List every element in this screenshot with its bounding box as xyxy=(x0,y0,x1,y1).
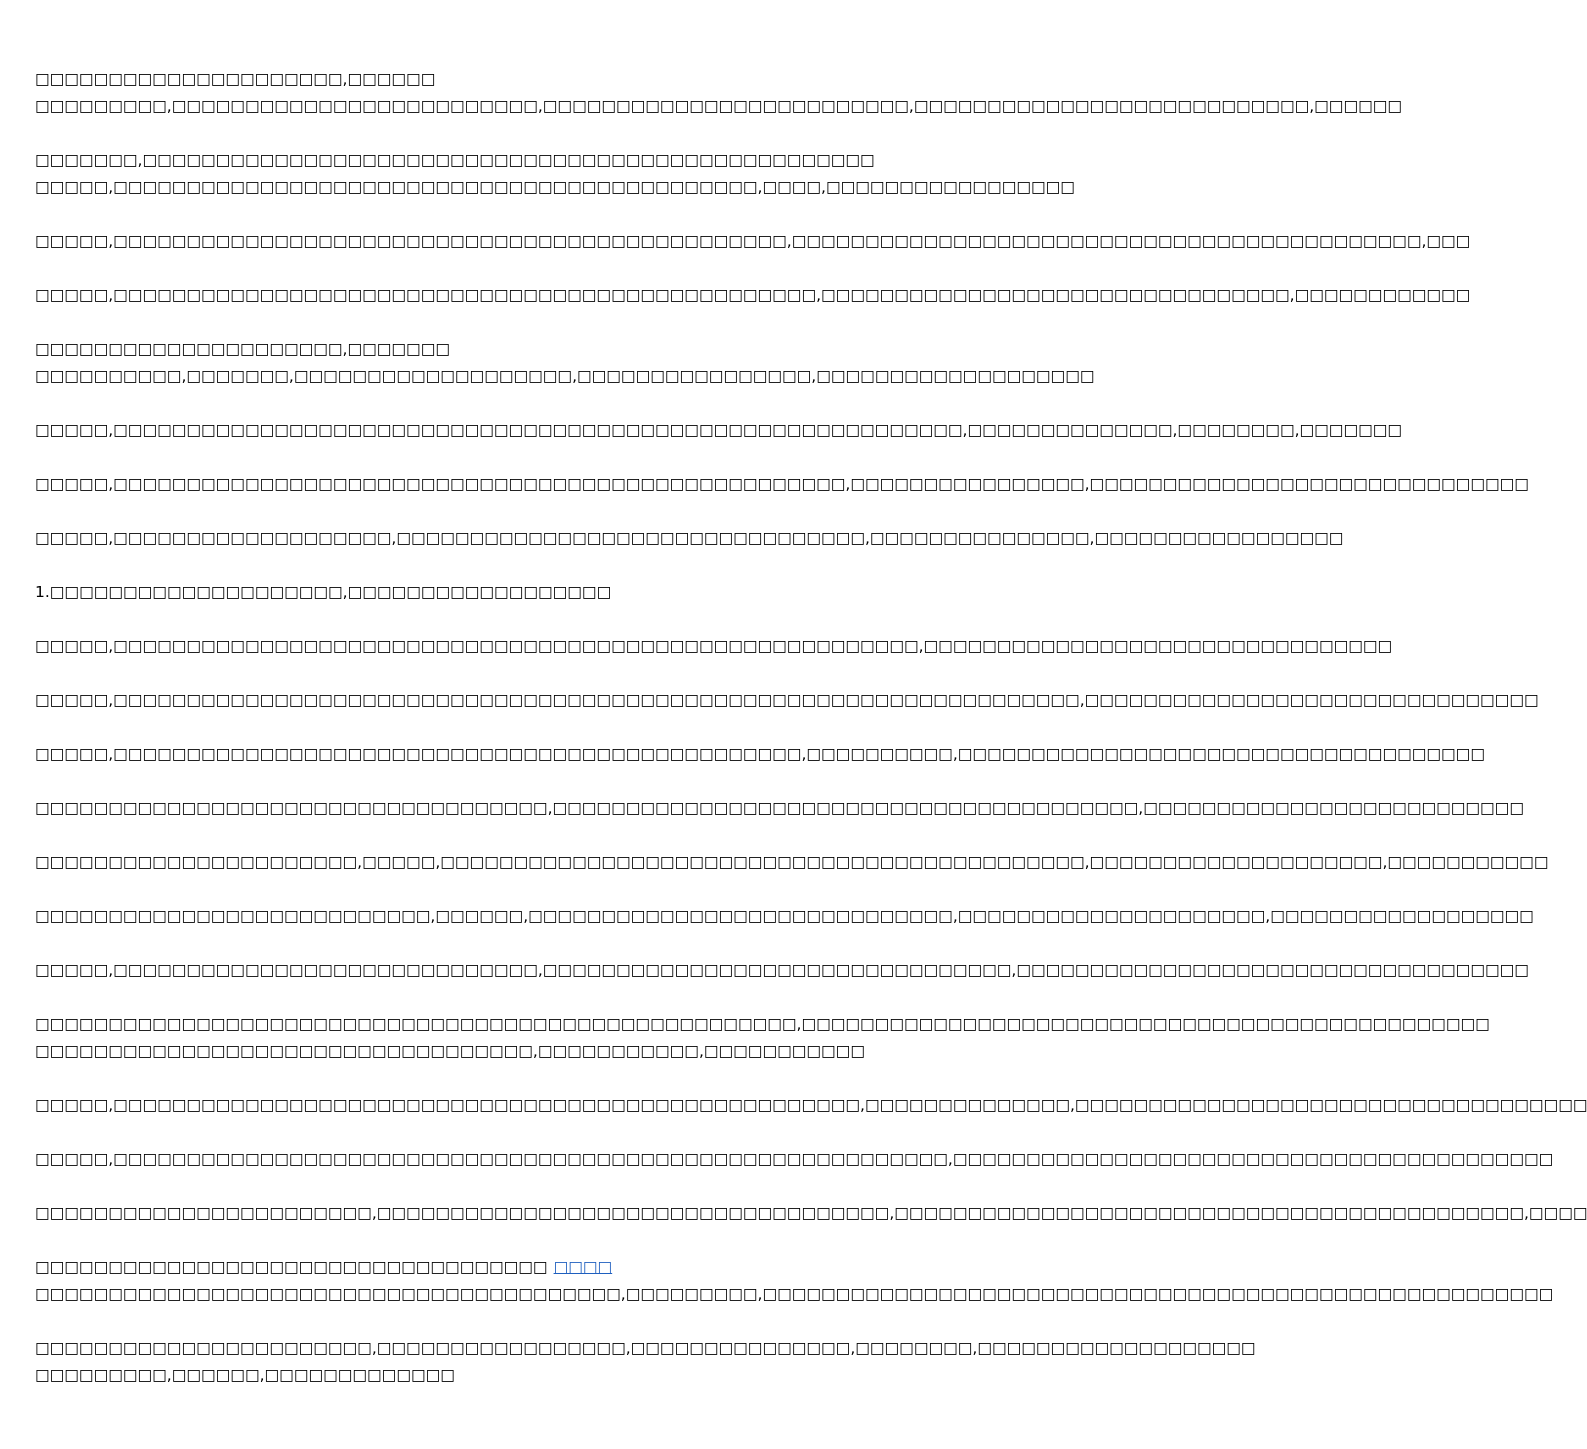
paragraph-text: □□□□□□□□□□□□□□□□□□□□□□□□□□□□□□□□□□□□□□□□□□□□□□□□□□□□,□□□□□□□□□□□□□□□□□□□□□□□□□□□□□□□□□□□□□□□□□□□□□□□ xyxy=(35,1015,1490,1033)
document-body xyxy=(35,66,1587,1389)
paragraph-18 xyxy=(35,1092,1587,1119)
paragraph-21 xyxy=(35,1254,1554,1308)
paragraph-11 xyxy=(35,687,1539,714)
paragraph-1 xyxy=(35,66,1403,120)
paragraph-text: □□□□□□□□□□□□□□□□□□□□□□□□□□□□□□□□□□,□□□□□□□□□□□,□□□□□□□□□□□ xyxy=(35,1042,865,1060)
paragraph-text: □□□□□,□□□□□□□□□□□□□□□□□□□□□□□□□□□□□□□□□□□□□□□□□□□□□□□□□□□□□□□□□,□□□□□□□□□□□□□□□□□□□□□□□□□□□□□□□□□□□□□□□□□ xyxy=(35,1150,1554,1168)
paragraph-text: □□□□□,□□□□□□□□□□□□□□□□□□□□□□□□□□□□□□□□□□□□□□□□□□□□□□□□□□,□□□□□□□□□□□□□□□□,□□□□□□□□□□□□□□□□□□□□□□□□□□□□□□ xyxy=(35,475,1529,493)
numbered-item: 1.□□□□□□□□□□□□□□□□□□□□,□□□□□□□□□□□□□□□□□□ xyxy=(35,583,612,601)
paragraph-text: □□□□□,□□□□□□□□□□□□□□□□□□□□□□□□□□□□□□□□□□□□□□□□□□□□□□□□□□□□□□□□□□□□□□□□□□,□□□□□□□□□□□□□□□□□□□□□□□□□□□□□□□ xyxy=(35,691,1539,709)
paragraph-heading: □□□□□□□□□□□□□□□□□□□□□,□□□□□□□ xyxy=(35,340,450,358)
paragraph-7 xyxy=(35,471,1529,498)
paragraph-3 xyxy=(35,228,1471,255)
paragraph-6 xyxy=(35,417,1403,444)
paragraph-16 xyxy=(35,957,1529,984)
paragraph-text: □□□□□,□□□□□□□□□□□□□□□□□□□□□□□□□□□□□□□□□□□□□□□□□□□□□□□□□□□□□□□,□□□□□□□□□□□□□□□□□□□□□□□□□□□□□□□□ xyxy=(35,637,1393,655)
paragraph-text: □□□□□□□□□□□□□□□□□□□□□□□□□□□□□□□□□□□□□□□□,□□□□□□□□□,□□□□□□□□□□□□□□□□□□□□□□□□□□□□□□□□□□□□□□□□□□□□□□□□□□□□□□ xyxy=(35,1285,1554,1303)
paragraph-heading: □□□□□□□,□□□□□□□□□□□□□□□□□□□□□□□□□□□□□□□□□□□□□□□□□□□□□□□□□□ xyxy=(35,151,875,169)
paragraph-text: □□□□□,□□□□□□□□□□□□□□□□□□□,□□□□□□□□□□□□□□□□□□□□□□□□□□□□□□□□,□□□□□□□□□□□□□□□,□□□□□□□□□□□□□□□□□ xyxy=(35,529,1344,547)
paragraph-text: □□□□□□□□□□□□□□□□□□□□□□□□□□□□□□□□□□□,□□□□□□□□□□□□□□□□□□□□□□□□□□□□□□□□□□□□□□□□,□□□□□□□□□□□□□□□□□□□□□□□□□□ xyxy=(35,799,1524,817)
paragraph-13 xyxy=(35,795,1524,822)
paragraph-5 xyxy=(35,336,1095,390)
paragraph-17 xyxy=(35,1011,1490,1065)
paragraph-2 xyxy=(35,147,1075,201)
paragraph-heading: □□□□□□□□□□□□□□□□□□□□□,□□□□□□ xyxy=(35,70,436,88)
paragraph-text: □□□□□□□□□□□□□□□□□□□□□□□,□□□□□□□□□□□□□□□□□,□□□□□□□□□□□□□□□,□□□□□□□□,□□□□□□□□□□□□□□□□□□□ xyxy=(35,1339,1256,1357)
paragraph-20 xyxy=(35,1200,1587,1227)
paragraph-text: □□□□□□□□□□□□□□□□□□□□□□□□□□□,□□□□□□,□□□□□□□□□□□□□□□□□□□□□□□□□□□□□,□□□□□□□□□□□□□□□□□□□□□,□□□□□□□□□□□□□□□□□□ xyxy=(35,907,1534,925)
paragraph-text: □□□□□,□□□□□□□□□□□□□□□□□□□□□□□□□□□□□□□□□□□□□□□□□□□□□□□□□□□□□□□□□□,□□□□□□□□□□□□□□,□□□□□□□□,□□□□□□□ xyxy=(35,421,1403,439)
paragraph-text: □□□□□□□□□□□□□□□□□□□□□□,□□□□□,□□□□□□□□□□□□□□□□□□□□□□□□□□□□□□□□□□□□□□□□□□□□,□□□□□□□□□□□□□□□□□□□□,□□□□□□□□□□□ xyxy=(35,853,1549,871)
paragraph-heading-row xyxy=(35,1254,989,1281)
paragraph-text: □□□□□,□□□□□□□□□□□□□□□□□□□□□□□□□□□□□,□□□□□□□□□□□□□□□□□□□□□□□□□□□□□□□□,□□□□□□□□□□□□□□□□□□□□□□□□□□□□□□□□□□□ xyxy=(35,961,1529,979)
paragraph-heading: □□□□□□□□□□□□□□□□□□□□□□□□□□□□□□□□□□□ xyxy=(35,1258,548,1276)
paragraph-22 xyxy=(35,1335,1256,1389)
paragraph-text: □□□□□,□□□□□□□□□□□□□□□□□□□□□□□□□□□□□□□□□□□□□□□□□□□□,□□□□,□□□□□□□□□□□□□□□□□ xyxy=(35,178,1075,196)
paragraph-12 xyxy=(35,741,1485,768)
paragraph-15 xyxy=(35,903,1534,930)
paragraph-text: □□□□□,□□□□□□□□□□□□□□□□□□□□□□□□□□□□□□□□□□□□□□□□□□□□□□□□,□□□□□□□□□□□□□□□□□□□□□□□□□□□□□□□□,□□□□□□□□□□□□ xyxy=(35,286,1471,304)
paragraph-9 xyxy=(35,579,989,606)
paragraph-10 xyxy=(35,633,1393,660)
inline-link[interactable]: □□□□ xyxy=(553,1258,613,1276)
paragraph-4 xyxy=(35,282,1471,309)
paragraph-text: □□□□□□□□□,□□□□□□□□□□□□□□□□□□□□□□□□□,□□□□□□□□□□□□□□□□□□□□□□□□□,□□□□□□□□□□□□□□□□□□□□□□□□□□□,□□□□□□ xyxy=(35,97,1403,115)
paragraph-text: □□□□□□□□□,□□□□□□,□□□□□□□□□□□□□ xyxy=(35,1366,455,1384)
paragraph-text: □□□□□□□□□□,□□□□□□□,□□□□□□□□□□□□□□□□□□□,□□□□□□□□□□□□□□□□,□□□□□□□□□□□□□□□□□□□ xyxy=(35,367,1095,385)
paragraph-text: □□□□□,□□□□□□□□□□□□□□□□□□□□□□□□□□□□□□□□□□□□□□□□□□□□□□□,□□□□□□□□□□,□□□□□□□□□□□□□□□□□□□□□□□□□□□□□□□□□□□□ xyxy=(35,745,1485,763)
paragraph-19 xyxy=(35,1146,1554,1173)
paragraph-text: □□□□□,□□□□□□□□□□□□□□□□□□□□□□□□□□□□□□□□□□□□□□□□□□□□□□,□□□□□□□□□□□□□□□□□□□□□□□□□□□□□□□□□□□□□□□□□□□,□□□ xyxy=(35,232,1471,250)
paragraph-text: □□□□□,□□□□□□□□□□□□□□□□□□□□□□□□□□□□□□□□□□□□□□□□□□□□□□□□□□□,□□□□□□□□□□□□□□,□□□□□□□□□□□□□□□□□□□□□□□□□□□□□□□□□□□ xyxy=(35,1096,1587,1114)
paragraph-14 xyxy=(35,849,1549,876)
paragraph-8 xyxy=(35,525,1344,552)
paragraph-text: □□□□□□□□□□□□□□□□□□□□□□□,□□□□□□□□□□□□□□□□□□□□□□□□□□□□□□□□□□□,□□□□□□□□□□□□□□□□□□□□□□□□□□□□□□□□□□□□□□□□□□□,□□□□ xyxy=(35,1204,1587,1222)
